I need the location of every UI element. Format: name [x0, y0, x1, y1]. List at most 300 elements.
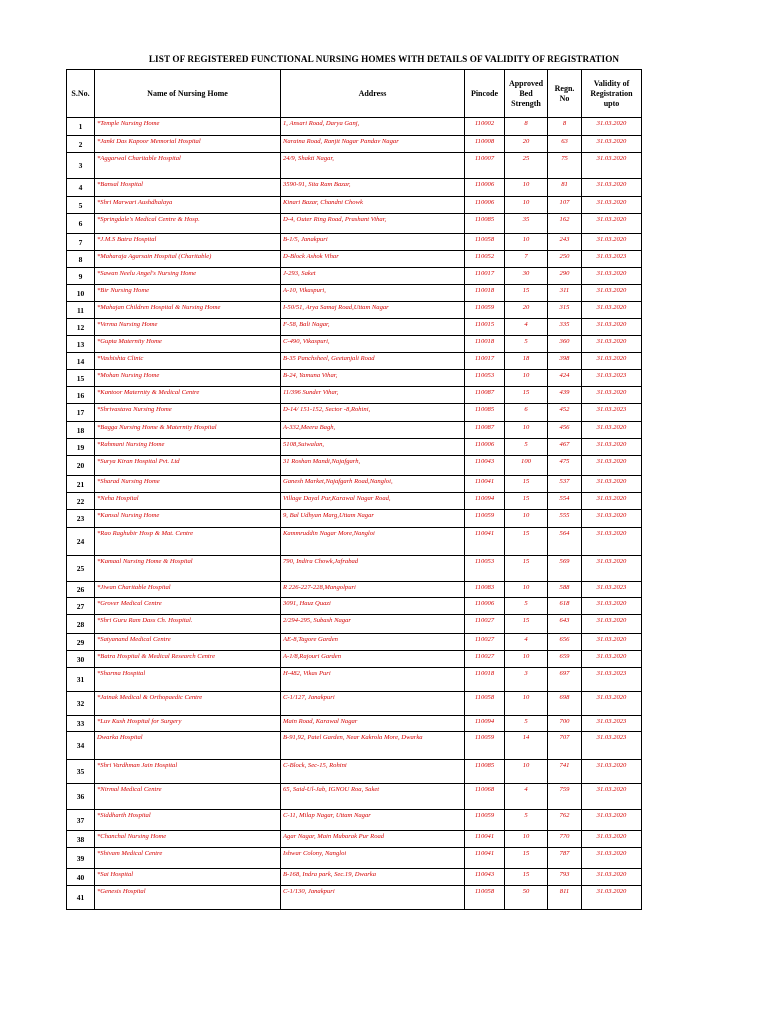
- cell-pincode: 110087: [465, 422, 505, 439]
- cell-name: *Shivam Medical Centre: [95, 848, 281, 869]
- cell-address: A-10, Vikaspuri,: [281, 285, 465, 302]
- table-row: [67, 268, 642, 285]
- cell-beds: 10: [505, 692, 548, 716]
- cell-sno: 26: [67, 582, 95, 598]
- cell-sno: 1: [67, 118, 95, 136]
- cell-pincode: 110085: [465, 760, 505, 784]
- cell-pincode: 110015: [465, 319, 505, 336]
- cell-pincode: 110059: [465, 510, 505, 528]
- table-row: [67, 136, 642, 153]
- cell-regn: 656: [548, 634, 582, 651]
- cell-sno: 4: [67, 179, 95, 197]
- cell-regn: 75: [548, 153, 582, 179]
- cell-sno: 2: [67, 136, 95, 153]
- cell-validity: 31.03.2020: [582, 692, 642, 716]
- cell-sno: 39: [67, 848, 95, 869]
- cell-beds: 10: [505, 510, 548, 528]
- cell-address: AE-8,Tagore Garden: [281, 634, 465, 651]
- cell-address: Ishwar Colony, Nangloi: [281, 848, 465, 869]
- cell-address: 31 Roshan Mandi,Najafgarh,: [281, 456, 465, 476]
- cell-address: 24/9, Shakti Nagar,: [281, 153, 465, 179]
- cell-regn: 707: [548, 732, 582, 760]
- cell-sno: 19: [67, 439, 95, 456]
- cell-regn: 555: [548, 510, 582, 528]
- cell-sno: 30: [67, 651, 95, 668]
- cell-address: 3590-91, Sita Ram Bazar,: [281, 179, 465, 197]
- cell-pincode: 110041: [465, 528, 505, 556]
- cell-validity: 31.03.2020: [582, 118, 642, 136]
- cell-validity: 31.03.2020: [582, 136, 642, 153]
- cell-address: Agar Nagar, Main Mubarak Pur Road: [281, 831, 465, 848]
- cell-sno: 15: [67, 370, 95, 387]
- cell-beds: 15: [505, 493, 548, 510]
- cell-address: B-91,92, Patel Garden, Near Kakrola More, Dwarka: [281, 732, 465, 760]
- table-row: [67, 528, 642, 556]
- cell-name: *Maharaja Agarsain Hospital (Charitable): [95, 251, 281, 268]
- cell-address: D-14/ 151-152, Sector -8,Rohini,: [281, 404, 465, 422]
- cell-beds: 15: [505, 848, 548, 869]
- cell-beds: 15: [505, 869, 548, 886]
- cell-regn: 290: [548, 268, 582, 285]
- cell-address: F-58, Bali Nagar,: [281, 319, 465, 336]
- cell-validity: 31.03.2020: [582, 214, 642, 234]
- cell-validity: 31.03.2020: [582, 651, 642, 668]
- cell-address: 3091, Hauz Quazi: [281, 598, 465, 615]
- cell-sno: 34: [67, 732, 95, 760]
- cell-pincode: 110027: [465, 615, 505, 634]
- cell-name: *Bansal Hospital: [95, 179, 281, 197]
- cell-beds: 15: [505, 387, 548, 404]
- cell-sno: 37: [67, 810, 95, 831]
- table-row: [67, 634, 642, 651]
- cell-pincode: 110006: [465, 179, 505, 197]
- cell-address: 790, Indira Chowk,Jafrabad: [281, 556, 465, 582]
- table-row: [67, 651, 642, 668]
- cell-pincode: 110085: [465, 404, 505, 422]
- cell-address: D-Block Ashok Vihar: [281, 251, 465, 268]
- table-row: [67, 214, 642, 234]
- cell-validity: 31.03.2020: [582, 615, 642, 634]
- cell-pincode: 110002: [465, 118, 505, 136]
- cell-regn: 569: [548, 556, 582, 582]
- cell-address: Kinari Bazar, Chandni Chowk: [281, 197, 465, 214]
- cell-sno: 3: [67, 153, 95, 179]
- table-row: [67, 319, 642, 336]
- cell-sno: 14: [67, 353, 95, 370]
- cell-sno: 20: [67, 456, 95, 476]
- cell-name: *Sai Hospital: [95, 869, 281, 886]
- cell-pincode: 110007: [465, 153, 505, 179]
- cell-pincode: 110006: [465, 197, 505, 214]
- cell-regn: 787: [548, 848, 582, 869]
- cell-pincode: 110059: [465, 732, 505, 760]
- cell-regn: 697: [548, 668, 582, 692]
- cell-beds: 15: [505, 285, 548, 302]
- cell-name: *Batra Hospital & Medical Research Centre: [95, 651, 281, 668]
- cell-regn: 793: [548, 869, 582, 886]
- cell-validity: 31.03.2020: [582, 510, 642, 528]
- cell-name: *Aggarwal Charitable Hospital: [95, 153, 281, 179]
- cell-sno: 13: [67, 336, 95, 353]
- cell-regn: 618: [548, 598, 582, 615]
- cell-beds: 10: [505, 197, 548, 214]
- cell-validity: 31.03.2020: [582, 268, 642, 285]
- cell-beds: 5: [505, 598, 548, 615]
- cell-pincode: 110018: [465, 668, 505, 692]
- table-row: [67, 732, 642, 760]
- table-row: [67, 422, 642, 439]
- cell-validity: 31.03.2020: [582, 387, 642, 404]
- cell-beds: 20: [505, 302, 548, 319]
- table-row: [67, 556, 642, 582]
- cell-address: H-482, Vikas Puri: [281, 668, 465, 692]
- cell-beds: 10: [505, 370, 548, 387]
- cell-pincode: 110018: [465, 336, 505, 353]
- cell-beds: 10: [505, 234, 548, 251]
- cell-regn: 250: [548, 251, 582, 268]
- header-regn-no: Regn. No: [548, 70, 582, 118]
- cell-beds: 8: [505, 118, 548, 136]
- cell-pincode: 110008: [465, 136, 505, 153]
- table-row: [67, 353, 642, 370]
- header-sno: S.No.: [67, 70, 95, 118]
- cell-name: *Shrivastava Nursing Home: [95, 404, 281, 422]
- cell-name: *Sharma Hospital: [95, 668, 281, 692]
- cell-address: B-1/5, Janakpuri: [281, 234, 465, 251]
- table-row: [67, 886, 642, 910]
- cell-regn: 8: [548, 118, 582, 136]
- cell-sno: 32: [67, 692, 95, 716]
- cell-name: *Neha Hospital: [95, 493, 281, 510]
- cell-regn: 452: [548, 404, 582, 422]
- cell-name: *Siddharth Hospital: [95, 810, 281, 831]
- table-row: [67, 476, 642, 493]
- cell-regn: 315: [548, 302, 582, 319]
- cell-sno: 36: [67, 784, 95, 810]
- table-row: [67, 153, 642, 179]
- table-row: [67, 716, 642, 732]
- cell-beds: 4: [505, 319, 548, 336]
- cell-beds: 10: [505, 831, 548, 848]
- cell-validity: 31.03.2023: [582, 370, 642, 387]
- cell-sno: 24: [67, 528, 95, 556]
- cell-pincode: 110059: [465, 810, 505, 831]
- cell-beds: 3: [505, 668, 548, 692]
- cell-pincode: 110085: [465, 214, 505, 234]
- cell-validity: 31.03.2020: [582, 598, 642, 615]
- cell-address: C-1/130, Janakpuri: [281, 886, 465, 910]
- cell-pincode: 110041: [465, 476, 505, 493]
- header-validity: Validity of Registration upto: [582, 70, 642, 118]
- cell-regn: 311: [548, 285, 582, 302]
- cell-name: *Sawan Neelu Angel's Nursing Home: [95, 268, 281, 285]
- cell-sno: 10: [67, 285, 95, 302]
- cell-regn: 424: [548, 370, 582, 387]
- cell-regn: 811: [548, 886, 582, 910]
- table-row: [67, 285, 642, 302]
- table-row: [67, 197, 642, 214]
- cell-name: *Genesis Hospital: [95, 886, 281, 910]
- cell-validity: 31.03.2020: [582, 336, 642, 353]
- cell-pincode: 110058: [465, 692, 505, 716]
- cell-address: 65, Said-Ul-Jab, IGNOU Roa, Saket: [281, 784, 465, 810]
- cell-address: C-1/127, Janakpuri: [281, 692, 465, 716]
- cell-beds: 7: [505, 251, 548, 268]
- cell-name: *Nirmal Medical Centre: [95, 784, 281, 810]
- table-row: [67, 387, 642, 404]
- cell-address: Naraina Road, Ranjit Nagar Pandav Nagar: [281, 136, 465, 153]
- cell-validity: 31.03.2020: [582, 528, 642, 556]
- cell-name: *Temple Nursing Home: [95, 118, 281, 136]
- cell-beds: 50: [505, 886, 548, 910]
- cell-address: A-332,Meera Bagh,: [281, 422, 465, 439]
- cell-pincode: 110027: [465, 651, 505, 668]
- cell-address: C-490, Vikaspuri,: [281, 336, 465, 353]
- cell-address: C-Block, Sec-15, Rohini: [281, 760, 465, 784]
- cell-regn: 439: [548, 387, 582, 404]
- table-row: [67, 692, 642, 716]
- cell-sno: 41: [67, 886, 95, 910]
- cell-regn: 456: [548, 422, 582, 439]
- table-row: [67, 848, 642, 869]
- table-row: [67, 615, 642, 634]
- cell-regn: 700: [548, 716, 582, 732]
- cell-sno: 22: [67, 493, 95, 510]
- cell-address: Kammruddin Nagar More,Nangloi: [281, 528, 465, 556]
- cell-regn: 759: [548, 784, 582, 810]
- table-row: [67, 668, 642, 692]
- cell-validity: 31.03.2023: [582, 732, 642, 760]
- cell-beds: 15: [505, 476, 548, 493]
- cell-sno: 8: [67, 251, 95, 268]
- cell-validity: 31.03.2020: [582, 784, 642, 810]
- cell-validity: 31.03.2020: [582, 319, 642, 336]
- cell-address: D-4, Outer Ring Road, Prashant Vihar,: [281, 214, 465, 234]
- cell-beds: 5: [505, 810, 548, 831]
- cell-regn: 81: [548, 179, 582, 197]
- table-row: [67, 302, 642, 319]
- cell-beds: 5: [505, 336, 548, 353]
- cell-address: 11/396 Sunder Vihar,: [281, 387, 465, 404]
- cell-regn: 398: [548, 353, 582, 370]
- cell-pincode: 110053: [465, 370, 505, 387]
- cell-regn: 588: [548, 582, 582, 598]
- cell-regn: 467: [548, 439, 582, 456]
- table-row: [67, 251, 642, 268]
- cell-name: *Shri Marwari Aushdhalaya: [95, 197, 281, 214]
- header-name: Name of Nursing Home: [95, 70, 281, 118]
- cell-sno: 11: [67, 302, 95, 319]
- cell-regn: 162: [548, 214, 582, 234]
- table-row: [67, 510, 642, 528]
- cell-sno: 40: [67, 869, 95, 886]
- cell-pincode: 110052: [465, 251, 505, 268]
- cell-regn: 762: [548, 810, 582, 831]
- cell-name: *Shri Vardhman Jain Hospital: [95, 760, 281, 784]
- cell-validity: 31.03.2020: [582, 234, 642, 251]
- cell-sno: 28: [67, 615, 95, 634]
- cell-validity: 31.03.2023: [582, 716, 642, 732]
- table-row: [67, 118, 642, 136]
- cell-beds: 5: [505, 439, 548, 456]
- cell-name: *Grover Medical Centre: [95, 598, 281, 615]
- table-row: [67, 234, 642, 251]
- cell-pincode: 110027: [465, 634, 505, 651]
- cell-name: *Jiwan Charitable Hospital: [95, 582, 281, 598]
- cell-validity: 31.03.2020: [582, 886, 642, 910]
- cell-pincode: 110017: [465, 353, 505, 370]
- cell-validity: 31.03.2020: [582, 476, 642, 493]
- cell-name: *Vashishta Clinic: [95, 353, 281, 370]
- cell-beds: 30: [505, 268, 548, 285]
- cell-beds: 35: [505, 214, 548, 234]
- table-header-row: [67, 70, 642, 118]
- cell-validity: 31.03.2020: [582, 848, 642, 869]
- cell-sno: 12: [67, 319, 95, 336]
- cell-name: *Gupta Maternity Home: [95, 336, 281, 353]
- cell-pincode: 110083: [465, 582, 505, 598]
- cell-sno: 7: [67, 234, 95, 251]
- cell-beds: 10: [505, 651, 548, 668]
- table-row: [67, 831, 642, 848]
- cell-validity: 31.03.2020: [582, 439, 642, 456]
- cell-beds: 10: [505, 179, 548, 197]
- cell-validity: 31.03.2020: [582, 556, 642, 582]
- table-row: [67, 493, 642, 510]
- cell-pincode: 110041: [465, 831, 505, 848]
- cell-address: B-168, Indra park, Sec.19, Dwarka: [281, 869, 465, 886]
- cell-name: *J.M.S Batra Hospital: [95, 234, 281, 251]
- cell-beds: 4: [505, 784, 548, 810]
- cell-regn: 243: [548, 234, 582, 251]
- cell-validity: 31.03.2020: [582, 634, 642, 651]
- cell-regn: 770: [548, 831, 582, 848]
- cell-regn: 63: [548, 136, 582, 153]
- cell-regn: 564: [548, 528, 582, 556]
- cell-name: *Mohan Nursing Home: [95, 370, 281, 387]
- cell-beds: 14: [505, 732, 548, 760]
- table-row: [67, 439, 642, 456]
- cell-validity: 31.03.2020: [582, 179, 642, 197]
- table-row: [67, 598, 642, 615]
- cell-beds: 10: [505, 422, 548, 439]
- cell-name: *Verma Nursing Home: [95, 319, 281, 336]
- nursing-homes-table: [66, 69, 642, 910]
- table-row: [67, 404, 642, 422]
- cell-address: B-35 Panchsheel, Geetanjali Road: [281, 353, 465, 370]
- table-row: [67, 582, 642, 598]
- cell-name: *Satyanand Medical Centre: [95, 634, 281, 651]
- cell-beds: 15: [505, 556, 548, 582]
- cell-sno: 33: [67, 716, 95, 732]
- cell-beds: 15: [505, 615, 548, 634]
- table-row: [67, 869, 642, 886]
- cell-beds: 25: [505, 153, 548, 179]
- cell-validity: 31.03.2020: [582, 302, 642, 319]
- cell-pincode: 110006: [465, 439, 505, 456]
- cell-address: Village Dayal Pur,Karawal Nagar Road,: [281, 493, 465, 510]
- cell-beds: 10: [505, 582, 548, 598]
- cell-pincode: 110058: [465, 234, 505, 251]
- cell-validity: 31.03.2023: [582, 582, 642, 598]
- cell-pincode: 110041: [465, 848, 505, 869]
- cell-sno: 17: [67, 404, 95, 422]
- cell-name: *Springdale's Medical Centre & Hosp.: [95, 214, 281, 234]
- cell-validity: 31.03.2020: [582, 760, 642, 784]
- cell-regn: 554: [548, 493, 582, 510]
- cell-pincode: 110094: [465, 493, 505, 510]
- cell-validity: 31.03.2020: [582, 353, 642, 370]
- cell-name: *Chanchal Nursing Home: [95, 831, 281, 848]
- cell-pincode: 110053: [465, 556, 505, 582]
- cell-pincode: 110018: [465, 285, 505, 302]
- cell-name: *Surya Kiran Hospital Pvt. Ltd: [95, 456, 281, 476]
- cell-beds: 15: [505, 528, 548, 556]
- cell-beds: 10: [505, 760, 548, 784]
- cell-validity: 31.03.2023: [582, 404, 642, 422]
- document-title: LIST OF REGISTERED FUNCTIONAL NURSING HOMES WITH DETAILS OF VALIDITY OF REGISTRATION: [148, 54, 620, 64]
- cell-validity: 31.03.2020: [582, 422, 642, 439]
- table-row: [67, 810, 642, 831]
- cell-address: R 226-227-228,Mangolpuri: [281, 582, 465, 598]
- cell-regn: 360: [548, 336, 582, 353]
- cell-beds: 4: [505, 634, 548, 651]
- cell-validity: 31.03.2020: [582, 493, 642, 510]
- cell-pincode: 110017: [465, 268, 505, 285]
- cell-pincode: 110068: [465, 784, 505, 810]
- cell-validity: 31.03.2020: [582, 810, 642, 831]
- cell-beds: 20: [505, 136, 548, 153]
- cell-validity: 31.03.2023: [582, 251, 642, 268]
- cell-beds: 18: [505, 353, 548, 370]
- cell-name: *Kamaal Nursing Home & Hospital: [95, 556, 281, 582]
- table-body: [67, 118, 642, 910]
- cell-name: *Shri Guru Ram Dass Ch. Hospital.: [95, 615, 281, 634]
- cell-beds: 100: [505, 456, 548, 476]
- cell-address: Ganesh Market,Najafgarh Road,Nangloi,: [281, 476, 465, 493]
- cell-validity: 31.03.2020: [582, 153, 642, 179]
- cell-address: J-293, Saket: [281, 268, 465, 285]
- cell-sno: 35: [67, 760, 95, 784]
- cell-name: *Sharad Nursing Home: [95, 476, 281, 493]
- cell-sno: 23: [67, 510, 95, 528]
- cell-sno: 6: [67, 214, 95, 234]
- cell-validity: 31.03.2020: [582, 869, 642, 886]
- header-pincode: Pincode: [465, 70, 505, 118]
- table-row: [67, 336, 642, 353]
- cell-sno: 16: [67, 387, 95, 404]
- cell-beds: 6: [505, 404, 548, 422]
- cell-sno: 27: [67, 598, 95, 615]
- cell-address: 2/294-295, Subash Nagar: [281, 615, 465, 634]
- cell-pincode: 110087: [465, 387, 505, 404]
- cell-validity: 31.03.2020: [582, 456, 642, 476]
- cell-regn: 107: [548, 197, 582, 214]
- cell-pincode: 110006: [465, 598, 505, 615]
- cell-regn: 643: [548, 615, 582, 634]
- cell-sno: 31: [67, 668, 95, 692]
- table-row: [67, 456, 642, 476]
- cell-validity: 31.03.2023: [582, 668, 642, 692]
- cell-sno: 29: [67, 634, 95, 651]
- cell-validity: 31.03.2020: [582, 197, 642, 214]
- cell-regn: 659: [548, 651, 582, 668]
- header-bed-strength: Approved Bed Strength: [505, 70, 548, 118]
- cell-address: 9, Bal Udhyan Marg,Uttam Nagar: [281, 510, 465, 528]
- cell-name: *Luv Kush Hospital for Surgery: [95, 716, 281, 732]
- cell-regn: 698: [548, 692, 582, 716]
- cell-sno: 9: [67, 268, 95, 285]
